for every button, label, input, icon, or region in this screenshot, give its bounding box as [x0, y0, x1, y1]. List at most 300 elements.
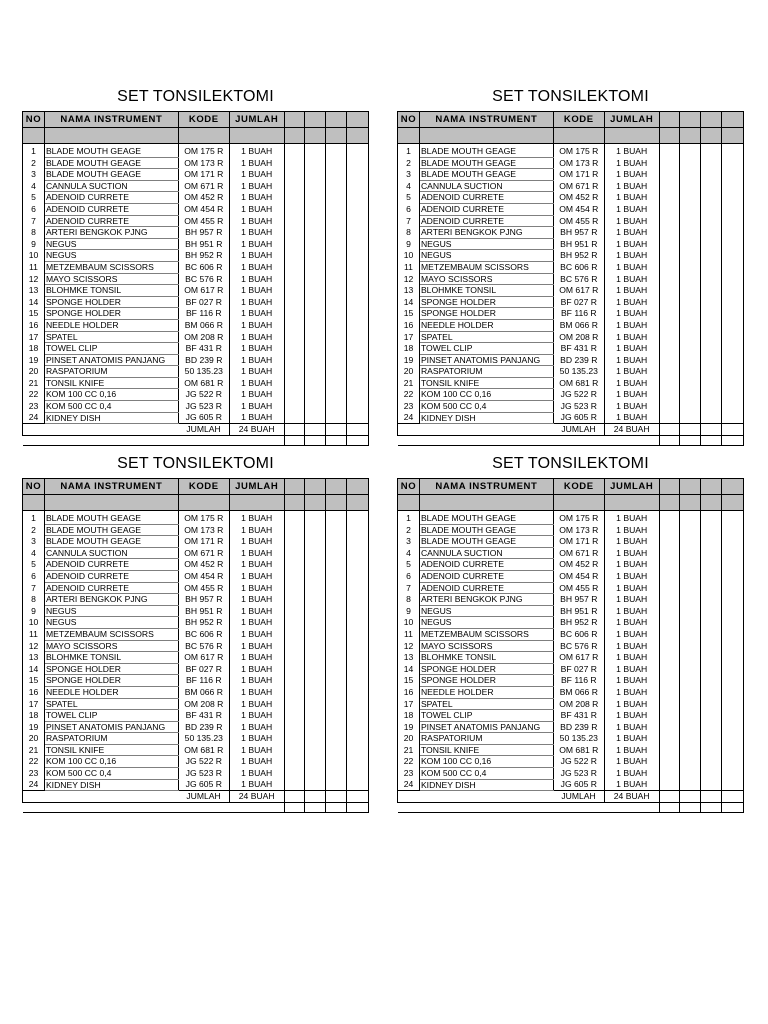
row-kode: BF 027 R [553, 663, 604, 675]
row-check-cell [701, 640, 722, 652]
table-row [398, 698, 744, 710]
table-row [23, 744, 369, 756]
row-kode: BH 951 R [178, 238, 229, 250]
row-no: 15 [23, 308, 45, 320]
row-check-cell [659, 652, 680, 664]
row-check-cell [326, 215, 347, 227]
row-check-cell [680, 710, 701, 722]
row-check-cell [701, 377, 722, 389]
row-check-cell [722, 733, 744, 745]
row-check-cell [347, 628, 369, 640]
row-nama-instrument: KIDNEY DISH [44, 412, 178, 424]
row-kode: OM 455 R [553, 215, 604, 227]
total-check-cell [722, 791, 744, 803]
row-check-cell [659, 594, 680, 606]
row-kode: JG 522 R [178, 756, 229, 768]
row-jumlah: 1 BUAH [604, 238, 659, 250]
row-jumlah: 1 BUAH [229, 180, 284, 192]
row-check-cell [722, 721, 744, 733]
row-nama-instrument: BLADE MOUTH GEAGE [419, 157, 553, 169]
row-check-cell [326, 238, 347, 250]
table-row [23, 412, 369, 424]
row-check-cell [305, 756, 326, 768]
row-check-cell [347, 180, 369, 192]
row-check-cell [284, 570, 305, 582]
row-kode: OM 454 R [178, 570, 229, 582]
row-kode: OM 173 R [553, 524, 604, 536]
row-check-cell [680, 169, 701, 181]
total-row [23, 424, 369, 436]
row-jumlah: 1 BUAH [604, 296, 659, 308]
row-check-cell [326, 640, 347, 652]
row-kode: BF 431 R [178, 710, 229, 722]
table-row [398, 733, 744, 745]
row-jumlah: 1 BUAH [604, 756, 659, 768]
table-row [398, 779, 744, 791]
row-no: 7 [398, 582, 420, 594]
row-jumlah: 1 BUAH [604, 779, 659, 791]
row-jumlah: 1 BUAH [604, 710, 659, 722]
table-row [23, 215, 369, 227]
row-check-cell [722, 238, 744, 250]
row-no: 4 [23, 547, 45, 559]
footer-blank [23, 436, 285, 446]
row-nama-instrument: NEGUS [44, 250, 178, 262]
row-nama-instrument: NEGUS [419, 250, 553, 262]
row-check-cell [680, 296, 701, 308]
row-no: 20 [23, 366, 45, 378]
header-blank-4 [347, 479, 369, 495]
row-nama-instrument: KIDNEY DISH [44, 779, 178, 791]
row-check-cell [347, 536, 369, 548]
table-row [23, 169, 369, 181]
table-row [23, 570, 369, 582]
row-check-cell [701, 513, 722, 524]
row-check-cell [659, 157, 680, 169]
row-check-cell [284, 319, 305, 331]
table-row [23, 157, 369, 169]
row-check-cell [347, 721, 369, 733]
row-jumlah: 1 BUAH [229, 513, 284, 524]
table-row [398, 744, 744, 756]
row-check-cell [722, 559, 744, 571]
total-row [398, 791, 744, 803]
table-row [23, 675, 369, 687]
row-check-cell [701, 331, 722, 343]
subheader-cell [701, 128, 722, 144]
row-check-cell [305, 570, 326, 582]
row-check-cell [326, 354, 347, 366]
row-jumlah: 1 BUAH [604, 547, 659, 559]
row-nama-instrument: PINSET ANATOMIS PANJANG [419, 721, 553, 733]
row-kode: BC 576 R [178, 273, 229, 285]
row-jumlah: 1 BUAH [229, 570, 284, 582]
footer-check-cell [722, 436, 744, 446]
row-check-cell [284, 343, 305, 355]
table-row [23, 146, 369, 157]
row-check-cell [701, 617, 722, 629]
table-row [398, 238, 744, 250]
row-kode: BC 576 R [178, 640, 229, 652]
table-row [23, 652, 369, 664]
instrument-table [22, 111, 369, 446]
row-check-cell [284, 675, 305, 687]
row-check-cell [326, 343, 347, 355]
row-check-cell [722, 227, 744, 239]
row-check-cell [284, 663, 305, 675]
row-check-cell [347, 698, 369, 710]
row-nama-instrument: NEGUS [44, 617, 178, 629]
footer-check-cell [326, 803, 347, 813]
row-check-cell [701, 663, 722, 675]
table-row [23, 756, 369, 768]
row-kode: BC 606 R [553, 628, 604, 640]
row-kode: BF 431 R [178, 343, 229, 355]
row-kode: OM 175 R [553, 513, 604, 524]
row-check-cell [722, 698, 744, 710]
row-no: 20 [398, 733, 420, 745]
row-nama-instrument: CANNULA SUCTION [419, 180, 553, 192]
subheader-cell [284, 495, 305, 511]
row-check-cell [680, 308, 701, 320]
row-nama-instrument: ADENOID CURRETE [44, 203, 178, 215]
row-check-cell [659, 146, 680, 157]
row-jumlah: 1 BUAH [229, 250, 284, 262]
row-check-cell [305, 652, 326, 664]
subheader-cell [178, 495, 229, 511]
row-check-cell [284, 227, 305, 239]
row-no: 21 [23, 744, 45, 756]
row-check-cell [326, 733, 347, 745]
table-row [23, 180, 369, 192]
row-no: 18 [23, 710, 45, 722]
row-nama-instrument: SPATEL [419, 698, 553, 710]
row-check-cell [659, 354, 680, 366]
row-check-cell [326, 605, 347, 617]
table-row [23, 524, 369, 536]
row-kode: BD 239 R [553, 721, 604, 733]
row-check-cell [347, 675, 369, 687]
row-check-cell [326, 652, 347, 664]
table-row [398, 377, 744, 389]
row-no: 6 [23, 570, 45, 582]
row-check-cell [680, 744, 701, 756]
row-check-cell [305, 686, 326, 698]
row-check-cell [659, 238, 680, 250]
row-check-cell [305, 169, 326, 181]
row-check-cell [722, 628, 744, 640]
row-kode: BC 606 R [553, 261, 604, 273]
row-nama-instrument: BLADE MOUTH GEAGE [419, 169, 553, 181]
row-check-cell [722, 401, 744, 413]
row-check-cell [284, 401, 305, 413]
row-check-cell [680, 389, 701, 401]
row-check-cell [659, 331, 680, 343]
row-check-cell [347, 169, 369, 181]
row-check-cell [305, 628, 326, 640]
footer-check-cell [659, 803, 680, 813]
row-kode: 50 135.23 [178, 366, 229, 378]
subheader-cell [347, 495, 369, 511]
row-check-cell [722, 756, 744, 768]
header-blank-2 [305, 112, 326, 128]
header-jumlah: JUMLAH [229, 479, 284, 495]
row-check-cell [701, 594, 722, 606]
row-no: 11 [398, 628, 420, 640]
row-jumlah: 1 BUAH [229, 366, 284, 378]
row-check-cell [326, 686, 347, 698]
row-check-cell [680, 721, 701, 733]
row-jumlah: 1 BUAH [229, 192, 284, 204]
row-kode: BH 952 R [178, 617, 229, 629]
row-check-cell [284, 261, 305, 273]
row-nama-instrument: NEGUS [419, 605, 553, 617]
row-kode: JG 523 R [178, 768, 229, 780]
row-kode: BF 116 R [178, 675, 229, 687]
subheader-cell [284, 128, 305, 144]
footer-row [23, 436, 369, 446]
row-check-cell [284, 605, 305, 617]
table-row [398, 146, 744, 157]
row-check-cell [305, 401, 326, 413]
row-check-cell [701, 412, 722, 424]
row-check-cell [326, 377, 347, 389]
row-check-cell [701, 203, 722, 215]
row-jumlah: 1 BUAH [604, 733, 659, 745]
row-no: 14 [23, 663, 45, 675]
footer-check-cell [659, 436, 680, 446]
row-check-cell [722, 215, 744, 227]
row-kode: OM 454 R [178, 203, 229, 215]
instrument-table [397, 478, 744, 813]
table-row [398, 215, 744, 227]
row-kode: JG 523 R [553, 401, 604, 413]
row-check-cell [326, 594, 347, 606]
row-check-cell [326, 513, 347, 524]
row-nama-instrument: TOWEL CLIP [44, 710, 178, 722]
row-check-cell [701, 756, 722, 768]
total-check-cell [347, 791, 369, 803]
row-kode: OM 455 R [553, 582, 604, 594]
row-nama-instrument: ARTERI BENGKOK PJNG [419, 594, 553, 606]
row-jumlah: 1 BUAH [604, 366, 659, 378]
row-check-cell [326, 628, 347, 640]
row-check-cell [680, 547, 701, 559]
row-no: 15 [398, 675, 420, 687]
row-jumlah: 1 BUAH [229, 524, 284, 536]
footer-check-cell [284, 803, 305, 813]
table-row [398, 547, 744, 559]
row-no: 12 [398, 273, 420, 285]
row-kode: JG 522 R [553, 389, 604, 401]
row-jumlah: 1 BUAH [604, 628, 659, 640]
row-check-cell [680, 331, 701, 343]
row-check-cell [680, 768, 701, 780]
row-check-cell [305, 640, 326, 652]
row-kode: OM 452 R [178, 559, 229, 571]
row-check-cell [284, 594, 305, 606]
row-kode: JG 605 R [178, 412, 229, 424]
row-check-cell [284, 640, 305, 652]
row-kode: OM 454 R [553, 570, 604, 582]
row-nama-instrument: BLADE MOUTH GEAGE [44, 146, 178, 157]
header-jumlah: JUMLAH [604, 479, 659, 495]
row-check-cell [680, 412, 701, 424]
row-kode: BC 576 R [553, 640, 604, 652]
row-kode: OM 208 R [553, 698, 604, 710]
row-kode: OM 452 R [178, 192, 229, 204]
row-check-cell [305, 215, 326, 227]
row-no: 22 [23, 756, 45, 768]
row-check-cell [347, 366, 369, 378]
row-no: 4 [23, 180, 45, 192]
row-check-cell [680, 570, 701, 582]
row-check-cell [722, 617, 744, 629]
subheader-cell [680, 495, 701, 511]
row-nama-instrument: ADENOID CURRETE [44, 559, 178, 571]
row-check-cell [659, 180, 680, 192]
row-nama-instrument: CANNULA SUCTION [44, 547, 178, 559]
total-value: 24 BUAH [604, 424, 659, 436]
row-check-cell [680, 366, 701, 378]
row-check-cell [305, 192, 326, 204]
row-check-cell [680, 594, 701, 606]
row-check-cell [347, 594, 369, 606]
row-check-cell [326, 192, 347, 204]
row-check-cell [722, 605, 744, 617]
row-check-cell [326, 768, 347, 780]
row-check-cell [722, 180, 744, 192]
row-check-cell [659, 203, 680, 215]
table-row [23, 366, 369, 378]
subheader-cell [23, 128, 45, 144]
row-check-cell [347, 354, 369, 366]
row-check-cell [347, 261, 369, 273]
row-nama-instrument: BLADE MOUTH GEAGE [44, 524, 178, 536]
row-jumlah: 1 BUAH [604, 169, 659, 181]
row-no: 1 [398, 146, 420, 157]
header-kode: KODE [178, 479, 229, 495]
row-check-cell [284, 652, 305, 664]
row-check-cell [659, 215, 680, 227]
row-kode: BF 431 R [553, 343, 604, 355]
table-row [23, 331, 369, 343]
row-check-cell [305, 768, 326, 780]
row-check-cell [659, 285, 680, 297]
row-kode: BM 066 R [178, 686, 229, 698]
footer-check-cell [284, 436, 305, 446]
total-check-cell [326, 791, 347, 803]
row-check-cell [701, 744, 722, 756]
row-no: 16 [398, 319, 420, 331]
row-no: 14 [398, 663, 420, 675]
total-check-cell [701, 791, 722, 803]
table-row [398, 250, 744, 262]
row-check-cell [347, 412, 369, 424]
row-kode: BM 066 R [178, 319, 229, 331]
table-row [23, 582, 369, 594]
row-check-cell [347, 389, 369, 401]
row-kode: OM 617 R [178, 652, 229, 664]
row-check-cell [326, 319, 347, 331]
table-row [23, 401, 369, 413]
table-row [23, 192, 369, 204]
row-check-cell [326, 524, 347, 536]
table-row [398, 296, 744, 308]
table-row [398, 721, 744, 733]
row-check-cell [701, 582, 722, 594]
row-no: 19 [23, 721, 45, 733]
row-nama-instrument: BLOHMKE TONSIL [44, 285, 178, 297]
row-nama-instrument: KOM 100 CC 0,16 [44, 756, 178, 768]
row-jumlah: 1 BUAH [229, 377, 284, 389]
row-no: 22 [23, 389, 45, 401]
row-no: 13 [398, 285, 420, 297]
row-check-cell [680, 180, 701, 192]
row-check-cell [701, 733, 722, 745]
row-check-cell [326, 401, 347, 413]
row-no: 20 [398, 366, 420, 378]
row-kode: BH 951 R [178, 605, 229, 617]
row-no: 17 [23, 331, 45, 343]
row-check-cell [305, 377, 326, 389]
row-nama-instrument: SPONGE HOLDER [419, 296, 553, 308]
row-jumlah: 1 BUAH [604, 605, 659, 617]
row-check-cell [722, 146, 744, 157]
total-value: 24 BUAH [229, 424, 284, 436]
row-kode: BF 116 R [553, 675, 604, 687]
row-check-cell [305, 366, 326, 378]
row-kode: OM 617 R [553, 652, 604, 664]
row-check-cell [722, 652, 744, 664]
header-blank-4 [722, 112, 744, 128]
row-jumlah: 1 BUAH [229, 215, 284, 227]
total-row [398, 424, 744, 436]
table-row [398, 652, 744, 664]
row-check-cell [701, 180, 722, 192]
row-check-cell [347, 617, 369, 629]
row-check-cell [680, 261, 701, 273]
row-check-cell [347, 377, 369, 389]
row-check-cell [722, 250, 744, 262]
row-check-cell [722, 570, 744, 582]
row-kode: OM 208 R [178, 698, 229, 710]
row-check-cell [659, 733, 680, 745]
header-blank-2 [680, 479, 701, 495]
row-check-cell [284, 157, 305, 169]
row-check-cell [659, 389, 680, 401]
sheet-title: SET TONSILEKTOMI [492, 88, 649, 105]
row-no: 1 [398, 513, 420, 524]
row-jumlah: 1 BUAH [229, 227, 284, 239]
row-check-cell [659, 663, 680, 675]
row-jumlah: 1 BUAH [604, 524, 659, 536]
row-nama-instrument: ADENOID CURRETE [419, 570, 553, 582]
row-no: 18 [23, 343, 45, 355]
row-check-cell [722, 547, 744, 559]
row-check-cell [701, 250, 722, 262]
row-kode: BH 957 R [553, 227, 604, 239]
total-check-cell [284, 791, 305, 803]
table-row [23, 733, 369, 745]
row-check-cell [722, 513, 744, 524]
row-check-cell [701, 401, 722, 413]
row-nama-instrument: SPATEL [419, 331, 553, 343]
table-row [398, 768, 744, 780]
row-nama-instrument: ARTERI BENGKOK PJNG [44, 594, 178, 606]
total-label: JUMLAH [23, 424, 230, 436]
table-row [23, 238, 369, 250]
